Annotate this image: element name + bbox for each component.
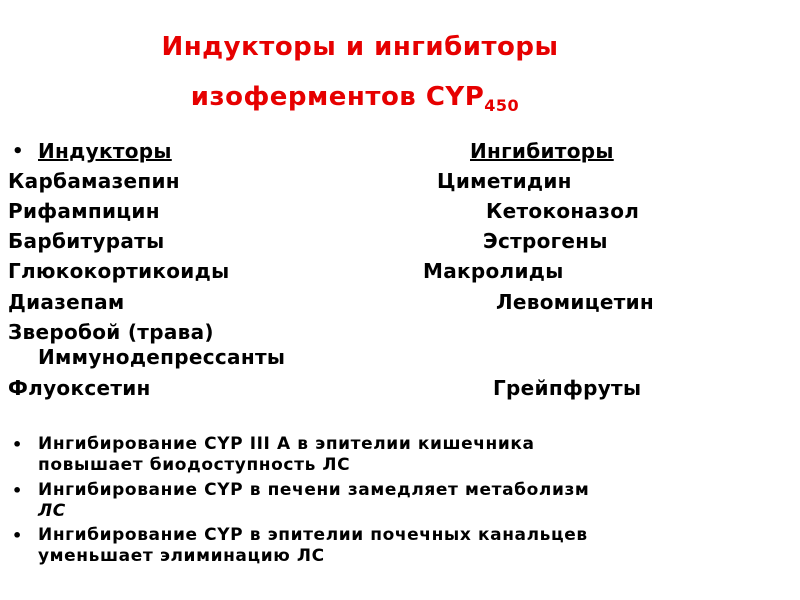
inhibitor-item: Кетоконазол (486, 199, 640, 223)
inhibitor-item: Грейпфруты (493, 376, 642, 400)
slide-title-line-1 (0, 32, 720, 62)
inductor-item: Барбитураты (8, 229, 165, 253)
header-inductors-label: Индукторы (38, 139, 172, 163)
inhibitor-item: Эстрогены (483, 229, 608, 253)
inductor-item: Зверобой (трава) (8, 320, 214, 344)
note-item (38, 525, 738, 567)
inhibitor-item: Циметидин (437, 169, 572, 193)
inductor-item: Карбамазепин (8, 169, 180, 193)
inhibitor-item: Левомицетин (496, 290, 655, 314)
header-inhibitors (470, 139, 614, 163)
slide-title-line-2 (0, 82, 710, 115)
inductor-item: Диазепам (8, 290, 125, 314)
title-text-2: изоферментов CYP (190, 82, 485, 112)
note-line: Ингибирование CYP в эпителии почечных канальцев (38, 525, 588, 545)
header-inductors (38, 139, 172, 163)
inhibitor-item: Иммунодепрессанты (38, 345, 286, 369)
note-line: Ингибирование CYP III A в эпителии кишечника (38, 434, 535, 454)
note-bullet-icon: • (12, 481, 23, 500)
title-text-1: Индукторы и ингибиторы (161, 32, 559, 62)
note-line: уменьшает элиминацию ЛС (38, 546, 325, 566)
inhibitor-item: Макролиды (423, 259, 564, 283)
header-inhibitors-label: Ингибиторы (470, 139, 614, 163)
note-line: повышает биодоступность ЛС (38, 455, 351, 475)
note-line: Ингибирование CYP в печени замедляет метаболизм (38, 480, 590, 500)
note-line: ЛС (38, 501, 66, 521)
title-subscript: 450 (484, 96, 520, 115)
inductor-item: Флуоксетин (8, 376, 151, 400)
bullet-icon: • (12, 141, 24, 162)
note-item (38, 434, 738, 476)
inductor-item: Рифампицин (8, 199, 160, 223)
note-bullet-icon: • (12, 435, 23, 454)
note-item (38, 480, 738, 522)
inductor-item: Глюкокортикоиды (8, 259, 230, 283)
note-bullet-icon: • (12, 526, 23, 545)
